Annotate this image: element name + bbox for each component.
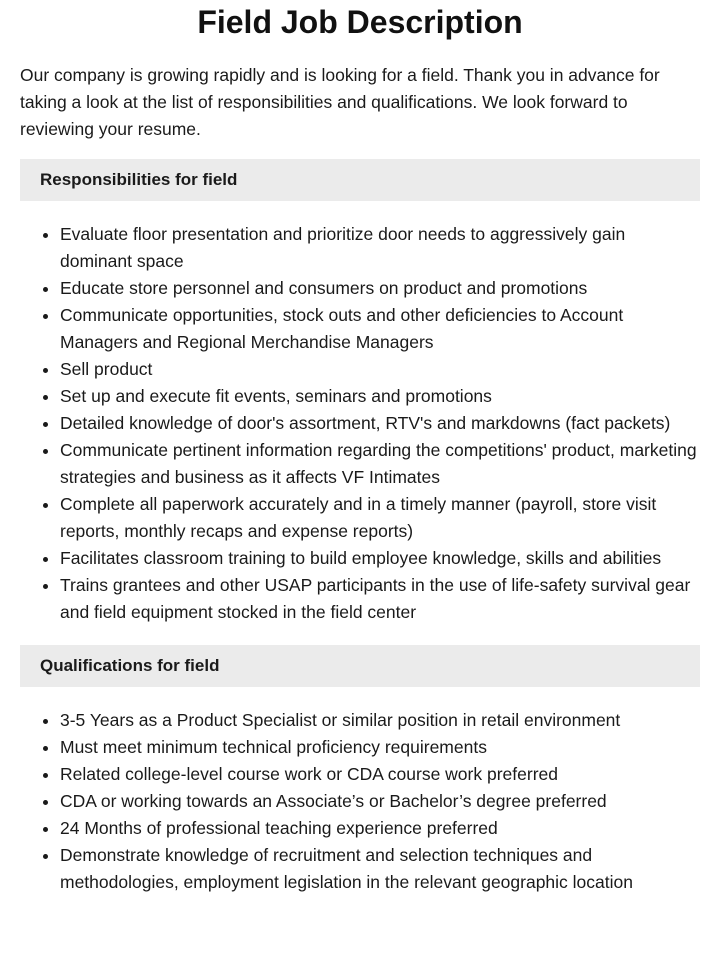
list-item: • 3-5 Years as a Product Specialist or similar position in retail environment — [60, 707, 700, 734]
list-item: • CDA or working towards an Associate’s or Bachelor’s degree preferred — [60, 788, 700, 815]
intro-paragraph: Our company is growing rapidly and is looking for a field. Thank you in advance for taking a look at the list of responsibilities and qualifications. We look forward to reviewing your resume. — [20, 65, 660, 139]
list-item: • Demonstrate knowledge of recruitment and selection techniques and methodologies, employment legislation in the relevant geographic location — [60, 842, 700, 896]
qualifications-list — [20, 707, 700, 896]
list-item: • Detailed knowledge of door's assortment, RTV's and markdowns (fact packets) — [60, 410, 700, 437]
list-item: • Set up and execute fit events, seminars and promotions — [60, 383, 700, 410]
list-item: • Facilitates classroom training to build employee knowledge, skills and abilities — [60, 545, 700, 572]
page-title: Field Job Description — [197, 4, 523, 40]
list-item: • Trains grantees and other USAP participants in the use of life-safety survival gear and field equipment stocked in the field center — [60, 572, 700, 626]
list-item: • Related college-level course work or CDA course work preferred — [60, 761, 700, 788]
responsibilities-list — [20, 221, 700, 626]
list-item: • Evaluate floor presentation and prioritize door needs to aggressively gain dominant space — [60, 221, 700, 275]
list-item: • 24 Months of professional teaching experience preferred — [60, 815, 700, 842]
list-item: • Must meet minimum technical proficiency requirements — [60, 734, 700, 761]
list-item: • Educate store personnel and consumers on product and promotions — [60, 275, 700, 302]
qualifications-heading: Qualifications for field — [20, 645, 700, 687]
list-item: • Complete all paperwork accurately and in a timely manner (payroll, store visit reports, monthly recaps and expense reports) — [60, 491, 700, 545]
responsibilities-heading: Responsibilities for field — [20, 159, 700, 201]
list-item: • Communicate opportunities, stock outs and other deficiencies to Account Managers and Regional Merchandise Managers — [60, 302, 700, 356]
list-item: • Communicate pertinent information regarding the competitions' product, marketing strategies and business as it affects VF Intimates — [60, 437, 700, 491]
list-item: • Sell product — [60, 356, 700, 383]
